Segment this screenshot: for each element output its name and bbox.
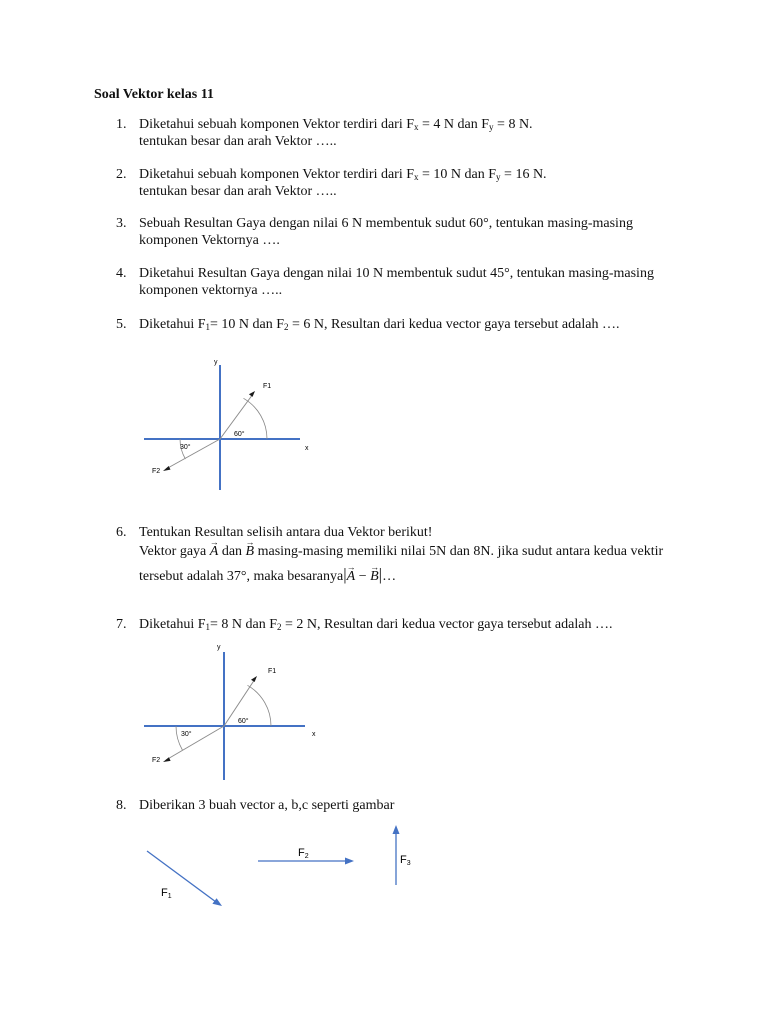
f1-label: F1 xyxy=(161,887,172,900)
angle-arc-60 xyxy=(244,398,268,439)
f2-arrowhead xyxy=(345,858,354,865)
question-text: Diketahui sebuah komponen Vektor terdiri dari $F_x = 4$ N dan $F_y = 8$ N. xyxy=(139,117,533,132)
question-text-line-2: tentukan besar dan arah Vektor ….. xyxy=(139,134,337,149)
f1-label: F1 xyxy=(263,383,272,390)
question-text-line-2: komponen Vektornya …. xyxy=(139,233,280,248)
question-number: 8. xyxy=(116,798,127,813)
f1-arrowhead xyxy=(251,676,257,682)
question-text-line-2: komponen vektornya ….. xyxy=(139,283,283,298)
page-title: Soal Vektor kelas 11 xyxy=(94,87,214,102)
f2-label: F2 xyxy=(152,468,161,475)
f2-label: F2 xyxy=(152,757,161,764)
question-text: Diketahui sebuah komponen Vektor terdiri dari $F_x = 10$ N dan $F_y = 16$ N. xyxy=(139,167,547,182)
angle-30-label: 30° xyxy=(181,731,192,738)
f2-label: F2 xyxy=(298,847,309,860)
question-number: 2. xyxy=(116,167,127,182)
question-number: 3. xyxy=(116,216,127,231)
vector-f2 xyxy=(166,726,224,760)
angle-30-label: 30° xyxy=(180,444,191,451)
question-text: Diketahui $F_1= 10$ N dan $F_2 = 6$ N, Resultan dari kedua vector gaya tersebut adalah …. xyxy=(139,317,620,332)
question-text-line-2: tentukan besar dan arah Vektor ….. xyxy=(139,184,337,199)
x-axis-label: x xyxy=(312,731,316,738)
question-text: Sebuah Resultan Gaya dengan nilai 6 N membentuk sudut 60°, tentukan masing-masing xyxy=(139,216,633,231)
question-text: Diketahui Resultan Gaya dengan nilai 10 N membentuk sudut 45°, tentukan masing-masing xyxy=(139,266,654,281)
f3-label: F3 xyxy=(400,854,411,867)
f1-arrowhead xyxy=(212,898,222,906)
question-number: 5. xyxy=(116,317,127,332)
vector-b-symbol: → B xyxy=(246,543,255,560)
vector-f2 xyxy=(166,439,220,469)
question-number: 6. xyxy=(116,525,127,540)
angle-60-label: 60° xyxy=(234,431,245,438)
vector-f1 xyxy=(147,851,216,902)
question-text: Diberikan 3 buah vector a, b,c seperti gambar xyxy=(139,798,395,813)
question-text: Diketahui $F_1= 8$ N dan $F_2 = 2$ N, Resultan dari kedua vector gaya tersebut adalah …. xyxy=(139,617,613,632)
force-diagram-2 xyxy=(140,640,330,785)
force-diagram-1 xyxy=(140,355,320,495)
f1-label: F1 xyxy=(268,668,277,675)
x-axis-label: x xyxy=(305,445,309,452)
angle-arc-30 xyxy=(176,726,182,750)
question-text: Tentukan Resultan selisih antara dua Vektor berikut! xyxy=(139,525,433,540)
angle-60-label: 60° xyxy=(238,718,249,725)
vector-a-symbol: → A xyxy=(210,543,219,560)
angle-arc-60 xyxy=(248,685,272,726)
question-text-line-2: Vektor gaya → A dan → B masing-masing memiliki nilai 5N dan 8N. jika sudut antara kedua vektir xyxy=(139,543,699,560)
question-text-line-3: tersebut adalah 37°, maka besaranya|→ A − → B|… xyxy=(139,566,699,585)
y-axis-label: y xyxy=(217,644,221,651)
f3-arrowhead xyxy=(393,825,400,834)
question-number: 4. xyxy=(116,266,127,281)
vector-diagram-3 xyxy=(130,815,430,915)
f1-arrowhead xyxy=(249,391,255,397)
question-number: 7. xyxy=(116,617,127,632)
y-axis-label: y xyxy=(214,359,218,366)
question-number: 1. xyxy=(116,117,127,132)
